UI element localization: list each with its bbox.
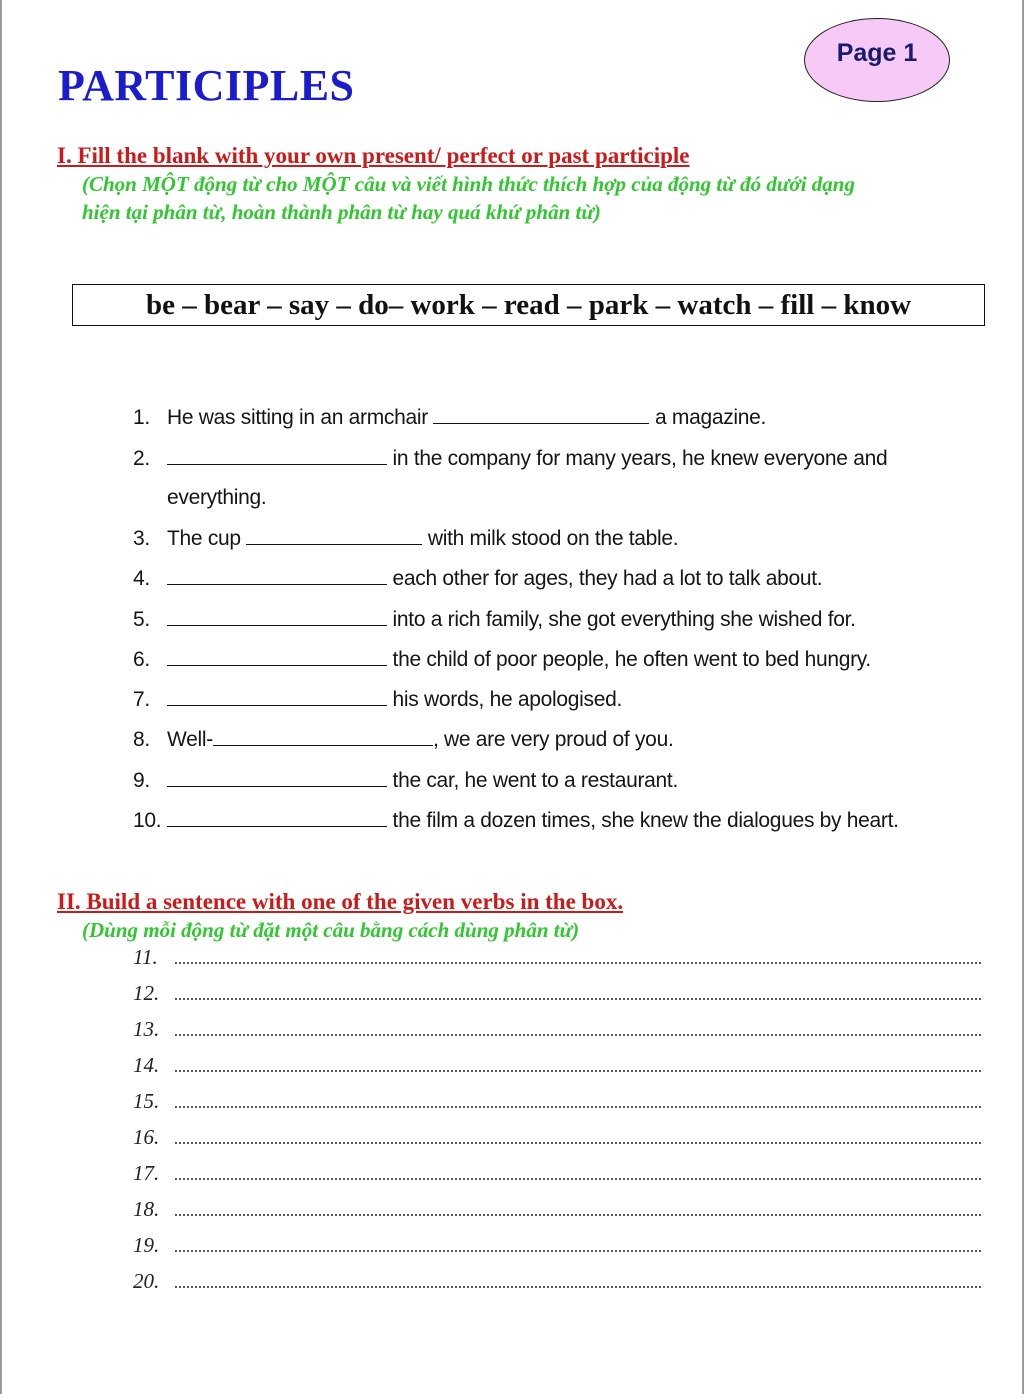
answer-line[interactable] — [175, 1032, 981, 1036]
question-text-after: , we are very proud of you. — [432, 728, 674, 751]
answer-line[interactable] — [175, 1248, 981, 1252]
answer-blank[interactable] — [246, 526, 422, 545]
answer-blank[interactable] — [213, 727, 433, 746]
question-10 — [133, 808, 899, 833]
answer-line-number: 18. — [133, 1197, 160, 1221]
question-text-before: He was sitting in an armchair — [167, 406, 434, 429]
question-2 — [133, 446, 887, 471]
question-number: 4. — [133, 567, 150, 590]
section1-instruction-line1: (Chọn MỘT động từ cho MỘT câu và viết hình thức thích hợp của động từ đó dưới dạng — [82, 172, 855, 196]
question-text-before: The cup — [167, 527, 247, 550]
answer-line-number: 12. — [133, 981, 160, 1005]
question-3 — [133, 526, 678, 551]
answer-line[interactable] — [175, 1284, 981, 1288]
answer-line-number: 13. — [133, 1017, 160, 1041]
question-4 — [133, 566, 822, 591]
answer-line-number: 14. — [133, 1053, 160, 1077]
question-2-continuation: everything. — [167, 486, 267, 509]
answer-line-number: 20. — [133, 1269, 160, 1293]
answer-blank[interactable] — [167, 566, 387, 585]
question-text-after: the film a dozen times, she knew the dialogues by heart. — [387, 809, 899, 832]
question-text-after: the child of poor people, he often went to bed hungry. — [387, 648, 871, 671]
section1-instruction-line2: hiện tại phân từ, hoàn thành phân từ hay quá khứ phân từ) — [82, 200, 601, 224]
question-number: 7. — [133, 688, 150, 711]
answer-blank[interactable] — [167, 607, 387, 626]
answer-line-number: 19. — [133, 1233, 160, 1257]
answer-line[interactable] — [175, 1176, 981, 1180]
question-number: 8. — [133, 728, 150, 751]
page-badge-label: Page 1 — [836, 39, 918, 67]
question-6 — [133, 647, 871, 672]
question-text-after: his words, he apologised. — [387, 688, 623, 711]
question-text-after: with milk stood on the table. — [422, 527, 679, 550]
section2-instruction: (Dùng mỗi động từ đặt một câu bằng cách dùng phân từ) — [82, 918, 580, 942]
answer-line-number: 11. — [133, 945, 158, 969]
answer-line[interactable] — [175, 960, 981, 964]
question-number: 9. — [133, 769, 150, 792]
answer-blank[interactable] — [167, 768, 387, 787]
question-number: 5. — [133, 608, 150, 631]
question-text-after: a magazine. — [649, 406, 767, 429]
answer-line-number: 15. — [133, 1089, 160, 1113]
question-8 — [133, 727, 673, 752]
question-number: 3. — [133, 527, 150, 550]
verb-box: be – bear – say – do– work – read – park – watch – fill – know — [72, 284, 985, 326]
answer-blank[interactable] — [167, 446, 387, 465]
section1-heading: I. Fill the blank with your own present/ perfect or past participle — [57, 143, 690, 168]
question-text-after: the car, he went to a restaurant. — [387, 769, 678, 792]
question-5 — [133, 607, 856, 632]
question-number: 1. — [133, 406, 150, 429]
question-number: 6. — [133, 648, 150, 671]
answer-blank[interactable] — [167, 687, 387, 706]
question-9 — [133, 768, 678, 793]
question-text-after: into a rich family, she got everything she wished for. — [387, 608, 856, 631]
question-text-after: in the company for many years, he knew everyone and — [387, 447, 888, 470]
question-number: 10. — [133, 809, 162, 832]
answer-line[interactable] — [175, 1104, 981, 1108]
answer-line[interactable] — [175, 1068, 981, 1072]
answer-line-number: 16. — [133, 1125, 160, 1149]
answer-line[interactable] — [175, 1212, 981, 1216]
answer-blank[interactable] — [167, 647, 387, 666]
question-number: 2. — [133, 447, 150, 470]
answer-line[interactable] — [175, 996, 981, 1000]
section2-heading: II. Build a sentence with one of the given verbs in the box. — [57, 889, 624, 914]
question-1 — [133, 405, 766, 430]
question-text-before: Well- — [167, 728, 213, 751]
page-title: PARTICIPLES — [58, 61, 355, 110]
question-7 — [133, 687, 622, 712]
answer-blank[interactable] — [167, 808, 387, 827]
answer-line[interactable] — [175, 1140, 981, 1144]
page-badge — [804, 18, 950, 102]
question-text-after: each other for ages, they had a lot to talk about. — [387, 567, 823, 590]
answer-line-number: 17. — [133, 1161, 160, 1185]
answer-blank[interactable] — [433, 405, 649, 424]
